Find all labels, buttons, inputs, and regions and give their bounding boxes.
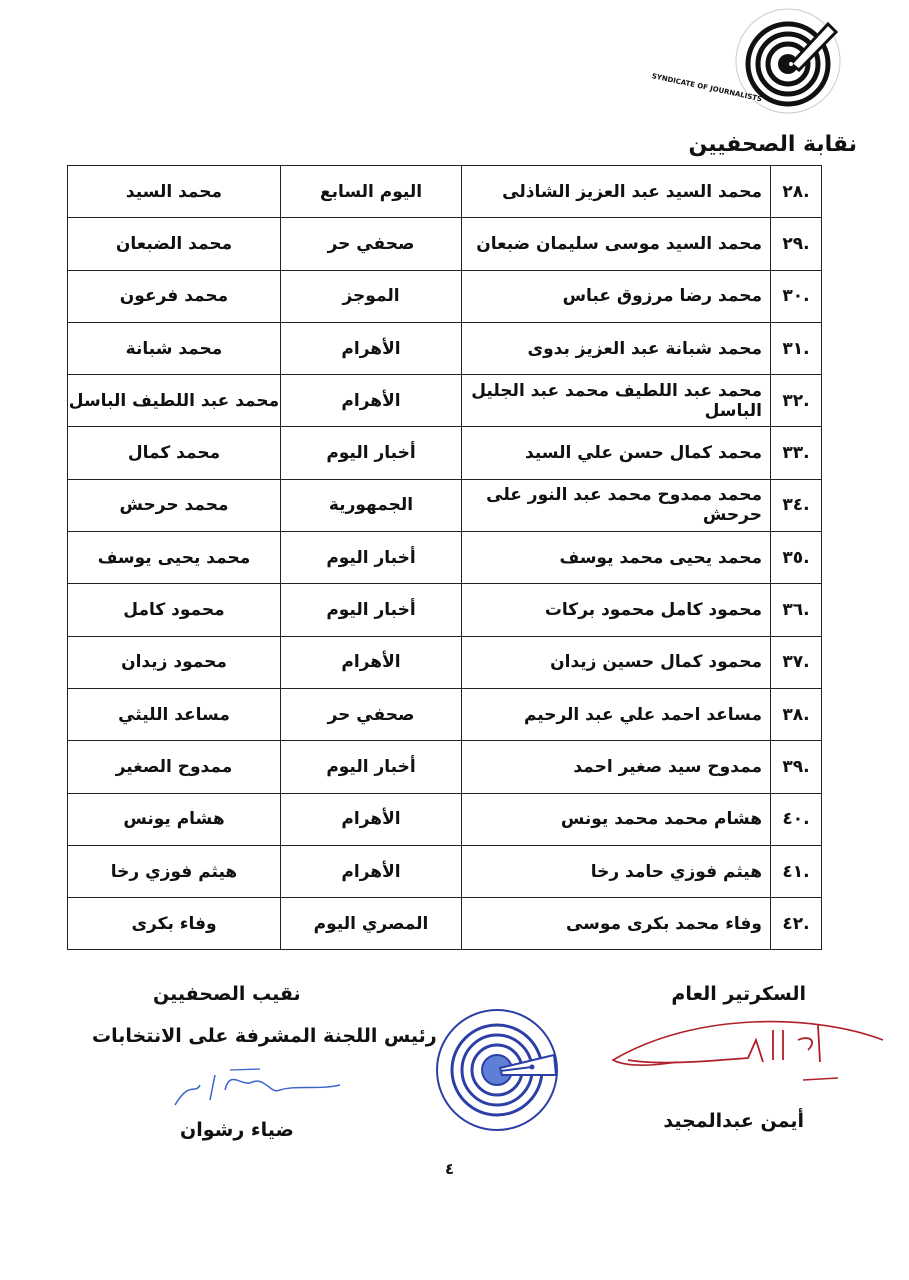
outlet-cell: الموجز — [281, 270, 462, 322]
short-name-cell: وفاء بكرى — [68, 898, 281, 950]
outlet-cell: أخبار اليوم — [281, 532, 462, 584]
full-name-cell: محمد السيد موسى سليمان ضبعان — [462, 218, 771, 270]
table-row — [68, 845, 822, 897]
short-name-cell: محمود زيدان — [68, 636, 281, 688]
full-name-cell: محمد ممدوح محمد عبد النور على حرحش — [462, 479, 771, 531]
row-number: .٤٢ — [771, 898, 822, 950]
row-number: .٣٤ — [771, 479, 822, 531]
outlet-cell: صحفي حر — [281, 688, 462, 740]
table-row — [68, 270, 822, 322]
outlet-cell: الجمهورية — [281, 479, 462, 531]
syndicate-logo — [651, 6, 843, 116]
committee-chair-title: رئيس اللجنة المشرفة على الانتخابات — [92, 1025, 437, 1047]
full-name-cell: محمد السيد عبد العزيز الشاذلى — [462, 166, 771, 218]
outlet-cell: الأهرام — [281, 636, 462, 688]
short-name-cell: محمد يحيى يوسف — [68, 532, 281, 584]
short-name-cell: محمد حرحش — [68, 479, 281, 531]
row-number: .٣٩ — [771, 741, 822, 793]
table-row — [68, 898, 822, 950]
table-row — [68, 322, 822, 374]
table-row — [68, 375, 822, 427]
short-name-cell: محمد الضبعان — [68, 218, 281, 270]
table-row — [68, 636, 822, 688]
short-name-cell: محمد شبانة — [68, 322, 281, 374]
full-name-cell: محمد كمال حسن علي السيد — [462, 427, 771, 479]
short-name-cell: مساعد الليثي — [68, 688, 281, 740]
full-name-cell: وفاء محمد بكرى موسى — [462, 898, 771, 950]
table-row — [68, 741, 822, 793]
outlet-cell: الأهرام — [281, 375, 462, 427]
official-stamp — [432, 1005, 562, 1135]
table-row — [68, 218, 822, 270]
secretary-signature — [598, 1010, 888, 1085]
table-row — [68, 427, 822, 479]
row-number: .٣٥ — [771, 532, 822, 584]
full-name-cell: هيثم فوزي حامد رخا — [462, 845, 771, 897]
syndicate-head-title: نقيب الصحفيين — [153, 983, 301, 1005]
short-name-cell: ممدوح الصغير — [68, 741, 281, 793]
outlet-cell: أخبار اليوم — [281, 584, 462, 636]
short-name-cell: هشام يونس — [68, 793, 281, 845]
outlet-cell: اليوم السابع — [281, 166, 462, 218]
full-name-cell: محمود كامل محمود بركات — [462, 584, 771, 636]
row-number: .٣٢ — [771, 375, 822, 427]
outlet-cell: أخبار اليوم — [281, 427, 462, 479]
outlet-cell: المصري اليوم — [281, 898, 462, 950]
full-name-cell: محمد رضا مرزوق عباس — [462, 270, 771, 322]
syndicate-head-name: ضياء رشوان — [180, 1119, 294, 1141]
short-name-cell: محمد كمال — [68, 427, 281, 479]
short-name-cell: محمود كامل — [68, 584, 281, 636]
full-name-cell: هشام محمد محمد يونس — [462, 793, 771, 845]
page-number: ٤ — [445, 1160, 455, 1178]
secretary-name: أيمن عبدالمجيد — [663, 1110, 804, 1132]
row-number: .٣١ — [771, 322, 822, 374]
short-name-cell: محمد فرعون — [68, 270, 281, 322]
short-name-cell: محمد عبد اللطيف الباسل — [68, 375, 281, 427]
full-name-cell: ممدوح سيد صغير احمد — [462, 741, 771, 793]
row-number: .٣٣ — [771, 427, 822, 479]
table-row — [68, 793, 822, 845]
table-row — [68, 688, 822, 740]
row-number: .٢٩ — [771, 218, 822, 270]
row-number: .٤١ — [771, 845, 822, 897]
table-row — [68, 479, 822, 531]
secretary-title: السكرتير العام — [671, 983, 806, 1005]
outlet-cell: الأهرام — [281, 845, 462, 897]
outlet-cell: الأهرام — [281, 322, 462, 374]
full-name-cell: محمد شبانة عبد العزيز بدوى — [462, 322, 771, 374]
short-name-cell: محمد السيد — [68, 166, 281, 218]
table-row — [68, 584, 822, 636]
table-row — [68, 166, 822, 218]
organization-name: نقابة الصحفيين — [688, 132, 857, 157]
outlet-cell: الأهرام — [281, 793, 462, 845]
row-number: .٣٦ — [771, 584, 822, 636]
row-number: .٣٧ — [771, 636, 822, 688]
syndicate-head-signature — [170, 1065, 350, 1115]
full-name-cell: محمود كمال حسين زيدان — [462, 636, 771, 688]
full-name-cell: محمد يحيى محمد يوسف — [462, 532, 771, 584]
outlet-cell: صحفي حر — [281, 218, 462, 270]
row-number: .٣٨ — [771, 688, 822, 740]
members-table — [67, 165, 822, 950]
logo-english-text: SYNDICATE OF JOURNALISTS — [651, 72, 763, 104]
row-number: .٤٠ — [771, 793, 822, 845]
table-row — [68, 532, 822, 584]
row-number: .٣٠ — [771, 270, 822, 322]
outlet-cell: أخبار اليوم — [281, 741, 462, 793]
full-name-cell: مساعد احمد علي عبد الرحيم — [462, 688, 771, 740]
row-number: .٢٨ — [771, 166, 822, 218]
short-name-cell: هيثم فوزي رخا — [68, 845, 281, 897]
full-name-cell: محمد عبد اللطيف محمد عبد الجليل الباسل — [462, 375, 771, 427]
